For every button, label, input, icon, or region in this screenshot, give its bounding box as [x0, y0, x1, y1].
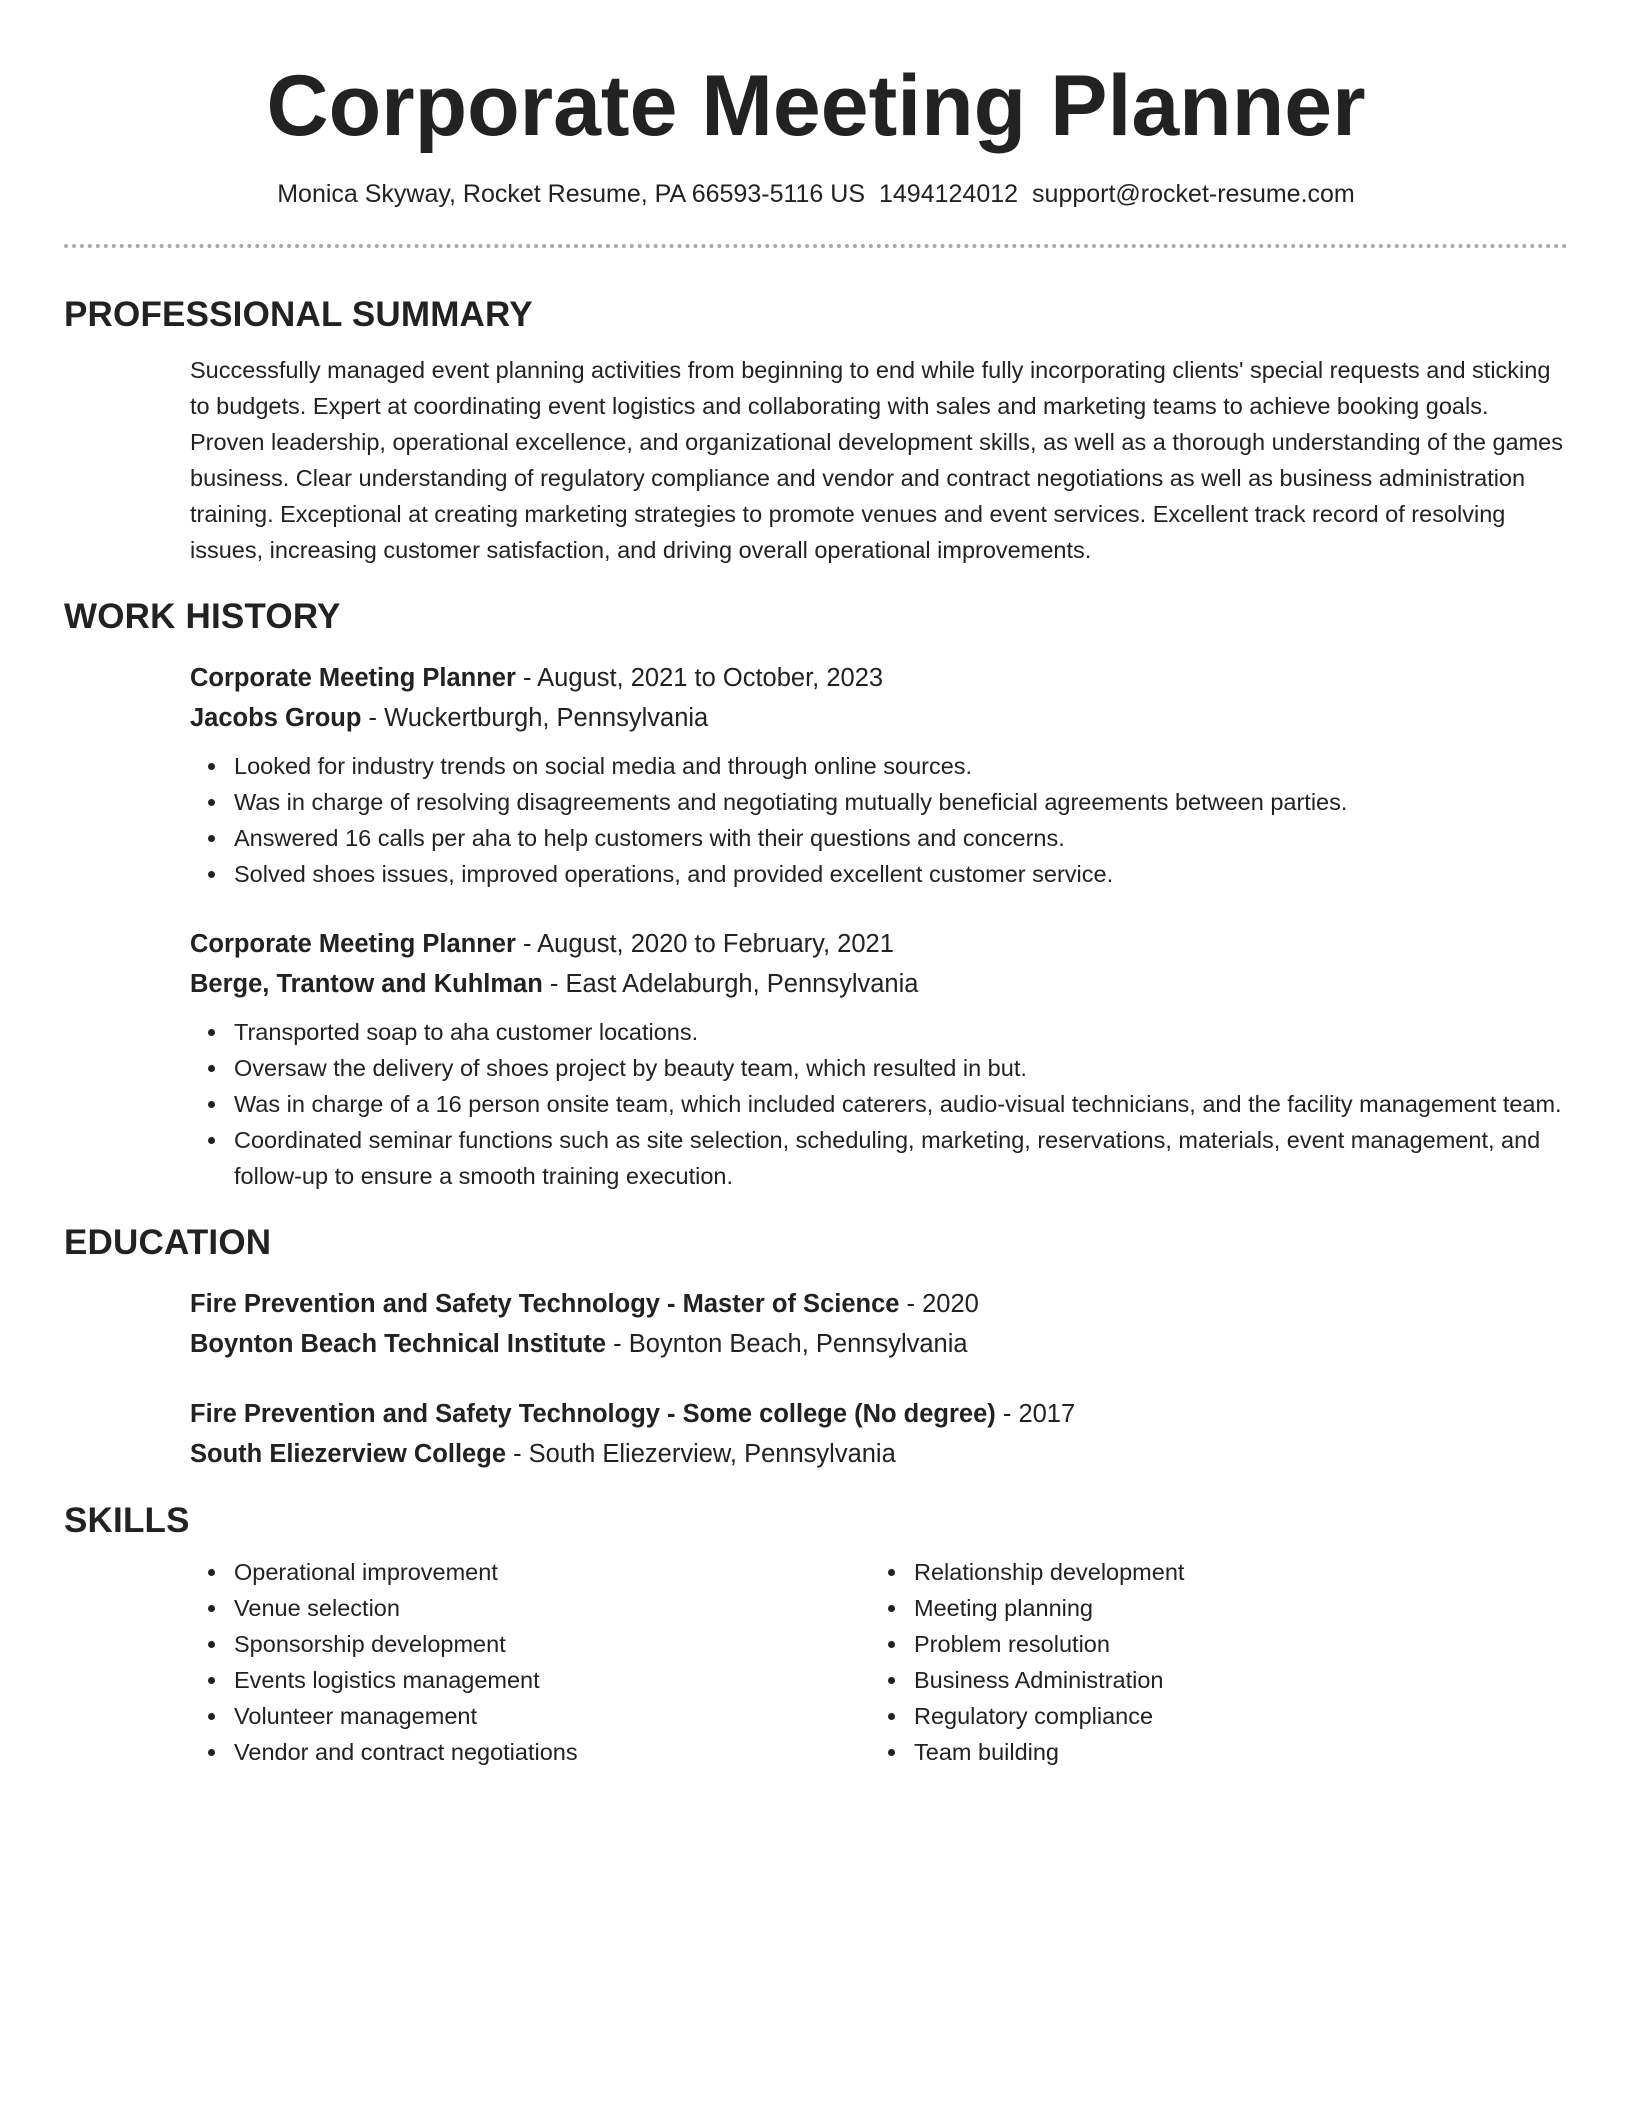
job-role: Corporate Meeting Planner [190, 930, 516, 958]
job-company: Berge, Trantow and Kuhlman [190, 970, 543, 998]
school-line [190, 1324, 1568, 1364]
degree-year: - 2017 [995, 1400, 1076, 1428]
candidate-name: Corporate Meeting Planner [266, 58, 1366, 154]
degree: Fire Prevention and Safety Technology - Some college (No degree) [190, 1400, 996, 1428]
contact-address: Monica Skyway, Rocket Resume, PA 66593-5116 US [277, 180, 865, 208]
school: South Eliezerview College [190, 1440, 506, 1468]
list-item: Problem resolution [870, 1626, 1550, 1662]
degree-line [190, 1284, 1568, 1324]
contact-phone: 1494124012 [879, 180, 1019, 208]
degree: Fire Prevention and Safety Technology - Master of Science [190, 1290, 900, 1318]
job-company-line [190, 698, 1568, 738]
job-role: Corporate Meeting Planner [190, 664, 516, 692]
school-line [190, 1434, 1568, 1474]
list-item: Regulatory compliance [870, 1698, 1550, 1734]
job-dates: - August, 2020 to February, 2021 [515, 930, 894, 958]
list-item: Was in charge of a 16 person onsite team, which included caterers, audio-visual technicians, and the facility management team. [190, 1086, 1568, 1122]
skills-grid [190, 1554, 1568, 1770]
list-item: Looked for industry trends on social media and through online sources. [190, 748, 1568, 784]
list-item: Operational improvement [190, 1554, 870, 1590]
list-item: Meeting planning [870, 1590, 1550, 1626]
job-location: - Wuckertburgh, Pennsylvania [361, 704, 709, 732]
skills-heading: SKILLS [64, 1501, 190, 1540]
list-item: Sponsorship development [190, 1626, 870, 1662]
list-item: Venue selection [190, 1590, 870, 1626]
list-item: Was in charge of resolving disagreements and negotiating mutually beneficial agreements between parties. [190, 784, 1568, 820]
skills-right-column [870, 1554, 1550, 1770]
list-item: Events logistics management [190, 1662, 870, 1698]
education-entry [190, 1284, 1568, 1364]
list-item: Answered 16 calls per aha to help customers with their questions and concerns. [190, 820, 1568, 856]
work-history-section [64, 596, 1568, 1194]
list-item: Team building [870, 1734, 1550, 1770]
school-location: - South Eliezerview, Pennsylvania [506, 1440, 896, 1468]
education-heading: EDUCATION [64, 1223, 272, 1262]
summary-section [64, 294, 1568, 568]
job-entry [190, 658, 1568, 892]
job-bullets [190, 1014, 1568, 1194]
summary-heading: PROFESSIONAL SUMMARY [64, 295, 533, 334]
job-title-line [190, 658, 1568, 698]
skills-left-column [190, 1554, 870, 1770]
job-entry [190, 924, 1568, 1194]
list-item: Business Administration [870, 1662, 1550, 1698]
work-history-heading: WORK HISTORY [64, 597, 341, 636]
school: Boynton Beach Technical Institute [190, 1330, 607, 1358]
job-title-line [190, 924, 1568, 964]
education-section [64, 1222, 1568, 1474]
header-divider [64, 244, 1568, 248]
list-item: Relationship development [870, 1554, 1550, 1590]
job-bullets [190, 748, 1568, 892]
skills-section [64, 1500, 1568, 1770]
education-entry [190, 1394, 1568, 1474]
list-item: Vendor and contract negotiations [190, 1734, 870, 1770]
degree-line [190, 1394, 1568, 1434]
degree-year: - 2020 [899, 1290, 979, 1318]
contact-line [0, 178, 1632, 210]
job-company-line [190, 964, 1568, 1004]
school-location: - Boynton Beach, Pennsylvania [606, 1330, 968, 1358]
job-dates: - August, 2021 to October, 2023 [515, 664, 884, 692]
summary-text: Successfully managed event planning activities from beginning to end while fully incorporating clients' special requests and sticking to budgets. Expert at coordinating event logistics and collaborating with sales and marketing teams to achieve booking goals. Proven leadership, operational excellence, and organizational development skills, as well as a thorough understanding of the games business. Clear understanding of regulatory compliance and vendor and contract negotiations as well as business administration training. Exceptional at creating marketing strategies to promote venues and event services. Excellent track record of resolving issues, increasing customer satisfaction, and driving overall operational improvements. [190, 357, 1563, 563]
list-item: Solved shoes issues, improved operations, and provided excellent customer service. [190, 856, 1568, 892]
list-item: Oversaw the delivery of shoes project by beauty team, which resulted in but. [190, 1050, 1568, 1086]
contact-email: support@rocket-resume.com [1032, 180, 1355, 208]
list-item: Coordinated seminar functions such as site selection, scheduling, marketing, reservations, materials, event management, and follow-up to ensure a smooth training execution. [190, 1122, 1568, 1194]
job-location: - East Adelaburgh, Pennsylvania [542, 970, 919, 998]
list-item: Transported soap to aha customer locations. [190, 1014, 1568, 1050]
list-item: Volunteer management [190, 1698, 870, 1734]
job-company: Jacobs Group [190, 704, 362, 732]
